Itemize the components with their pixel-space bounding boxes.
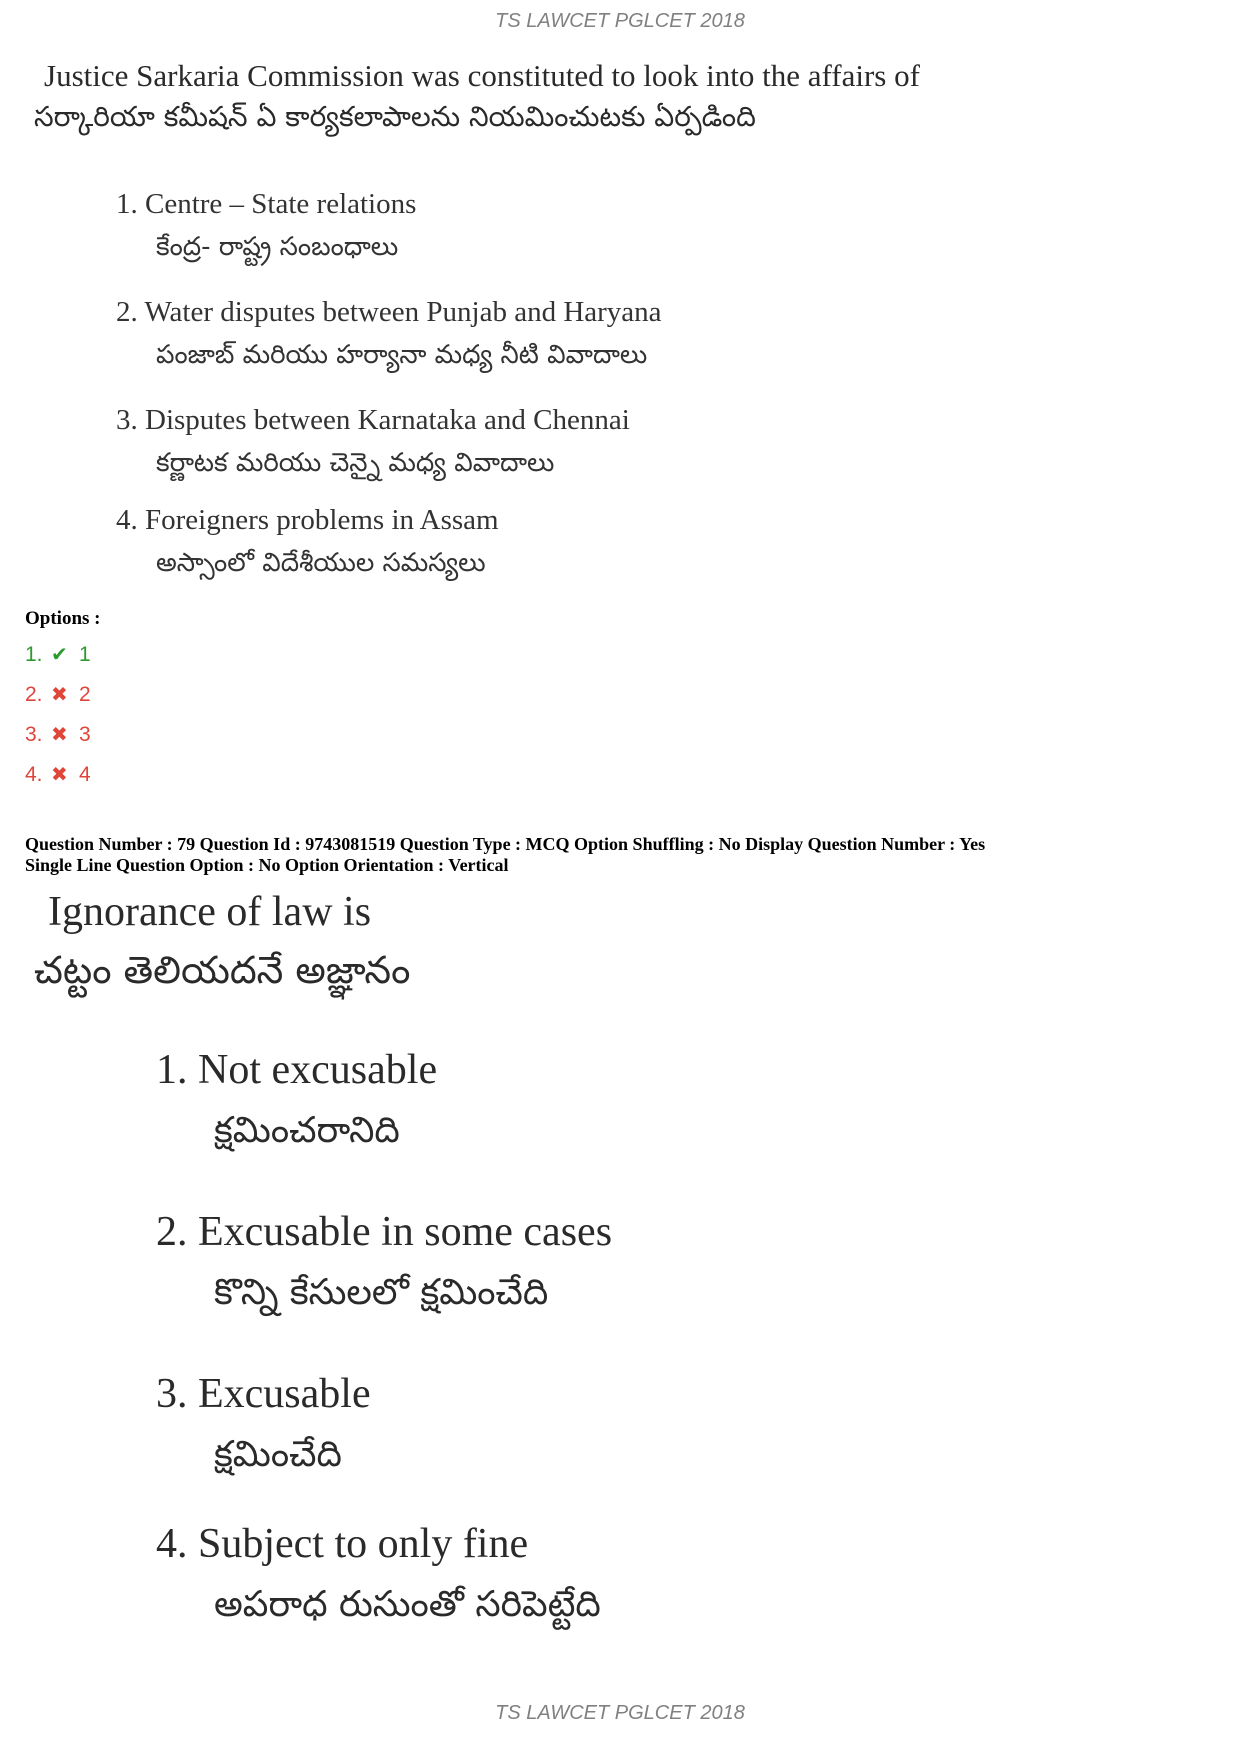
choice-4-en: 4. Subject to only fine	[156, 1521, 529, 1567]
statement-2-en: 2. Water disputes between Punjab and Haryana	[116, 296, 662, 328]
question-meta-line-2: Single Line Question Option : No Option Orientation : Vertical	[25, 855, 509, 875]
statement-1-te: కేంద్ర- రాష్ట్ర సంబంధాలు	[156, 232, 399, 262]
statement-3-te: కర్ణాటక మరియు చెన్నై మధ్య వివాదాలు	[156, 448, 555, 478]
choice-1-en: 1. Not excusable	[156, 1047, 438, 1093]
choice-2-te: కొన్ని కేసులలో క్షమించేది	[214, 1272, 549, 1313]
statement-4-en: 4. Foreigners problems in Assam	[116, 504, 499, 536]
cross-icon: ✖	[51, 684, 68, 706]
statement-1-en: 1. Centre – State relations	[116, 188, 417, 220]
option-value: 4	[79, 763, 91, 786]
choice-3-te: క్షమించేది	[214, 1434, 342, 1475]
cross-icon: ✖	[51, 764, 68, 786]
option-number: 4.	[25, 763, 43, 786]
page-footer: TS LAWCET PGLCET 2018	[495, 1702, 745, 1724]
option-number: 3.	[25, 723, 43, 746]
options-label: Options :	[25, 608, 101, 629]
statement-2-te: పంజాబ్ మరియు హర్యానా మధ్య నీటి వివాదాలు	[156, 340, 648, 370]
question-meta-line-1: Question Number : 79 Question Id : 9743081519 Question Type : MCQ Option Shuffling : No Display Question Number : Yes	[25, 834, 986, 854]
check-icon: ✔	[51, 644, 68, 666]
option-number: 1.	[25, 643, 43, 666]
question-text-te: సర్కారియా కమీషన్ ఏ కార్యకలాపాలను నియమించుటకు ఏర్పడింది	[34, 100, 756, 133]
option-value: 2	[79, 683, 91, 706]
choice-1-te: క్షమించరానిది	[214, 1110, 400, 1151]
option-3[interactable]	[25, 722, 91, 747]
page-header: TS LAWCET PGLCET 2018	[495, 10, 745, 32]
choice-4-te: అపరాధ రుసుంతో సరిపెట్టేది	[214, 1584, 601, 1625]
choice-2-en: 2. Excusable in some cases	[156, 1209, 613, 1255]
question-text-en: Justice Sarkaria Commission was constituted to look into the affairs of	[44, 58, 920, 93]
statement-3-en: 3. Disputes between Karnataka and Chennai	[116, 404, 630, 436]
cross-icon: ✖	[51, 724, 68, 746]
option-value: 1	[79, 643, 91, 666]
question2-text-te: చట్టం తెలియదనే అజ్ఞానం	[34, 948, 411, 992]
option-2[interactable]	[25, 682, 91, 707]
option-4[interactable]	[25, 762, 91, 787]
option-value: 3	[79, 723, 91, 746]
question2-text-en: Ignorance of law is	[48, 889, 372, 935]
option-number: 2.	[25, 683, 43, 706]
statement-4-te: అస్సాంలో విదేశీయుల సమస్యలు	[156, 548, 486, 578]
choice-3-en: 3. Excusable	[156, 1371, 371, 1417]
option-1[interactable]	[25, 642, 91, 667]
